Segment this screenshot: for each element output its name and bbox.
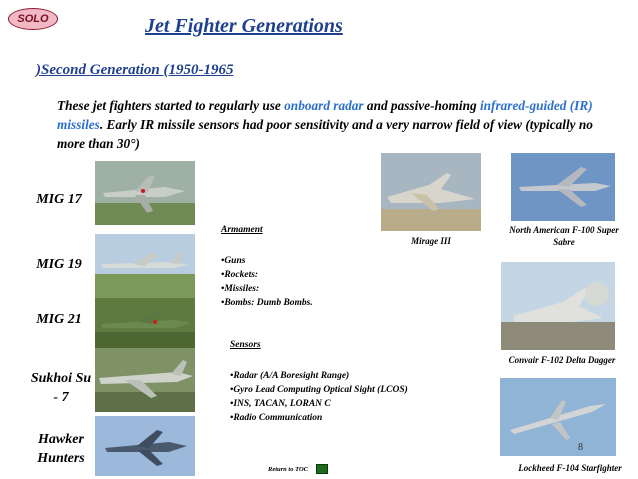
- caption-f-100-super-sabre: North American F-100 Super Sabre: [509, 225, 619, 247]
- photo-sukhoi-su-7: [95, 348, 195, 412]
- photo-f-104-starfighter: [500, 378, 616, 456]
- photo-mirage-iii: [381, 153, 481, 231]
- armament-item: •Missiles:: [221, 284, 260, 294]
- photo-mig-19: [95, 234, 195, 298]
- sensor-item: •INS, TACAN, LORAN C: [230, 399, 331, 409]
- intro-highlight-ir-missiles: infrared-guided (IR) missiles: [57, 98, 593, 132]
- caption-mirage-iii: Mirage III: [411, 236, 451, 246]
- photo-hawker-hunter: [95, 416, 195, 476]
- intro-highlight-radar: onboard radar: [284, 98, 364, 113]
- intro-paragraph: [57, 96, 605, 153]
- intro-text: and passive-homing: [363, 98, 480, 113]
- sensors-list: [230, 369, 408, 425]
- return-to-toc-link[interactable]: Return to TOC: [268, 466, 308, 473]
- sensor-item: •Radar (A/A Boresight Range): [230, 371, 350, 381]
- armament-item: •Rockets:: [221, 270, 259, 280]
- slide-title: Jet Fighter Generations: [145, 15, 343, 37]
- photo-mig-17: [95, 161, 195, 225]
- label-mig-21: MIG 21: [36, 312, 82, 327]
- photo-f-100-super-sabre: [511, 153, 615, 221]
- slide-subtitle: )Second Generation (1950-1965: [36, 62, 234, 78]
- caption-f-102-delta-dagger: Convair F-102 Delta Dagger: [508, 355, 616, 365]
- photo-mig-21: [95, 298, 195, 348]
- armament-list: [221, 254, 313, 310]
- label-mig-19: MIG 19: [36, 257, 82, 272]
- label-mig-17: MIG 17: [36, 192, 82, 207]
- intro-text: . Early IR missile sensors had poor sensitivity and a very narrow field of view (typically no more than 30°): [57, 117, 593, 151]
- photo-f-102-delta-dagger: [501, 262, 615, 350]
- sensor-item: •Radio Communication: [230, 413, 323, 423]
- sensor-item: •Gyro Lead Computing Optical Sight (LCOS): [230, 385, 408, 395]
- sensors-heading: Sensors: [230, 340, 261, 350]
- page-number: 8: [578, 442, 583, 453]
- intro-text: These jet fighters started to regularly use: [57, 98, 285, 113]
- label-sukhoi-su-7: Sukhoi Su - 7: [30, 371, 92, 405]
- armament-item: •Guns: [221, 256, 246, 266]
- armament-heading: Armament: [221, 225, 263, 235]
- label-hawker-hunters: Hawker Hunters: [37, 432, 85, 466]
- caption-f-104-starfighter: Lockheed F-104 Starfighter: [518, 463, 622, 473]
- return-to-toc-button[interactable]: [316, 464, 328, 474]
- solo-badge: SOLO: [8, 8, 58, 30]
- armament-item: •Bombs: Dumb Bombs.: [221, 298, 313, 308]
